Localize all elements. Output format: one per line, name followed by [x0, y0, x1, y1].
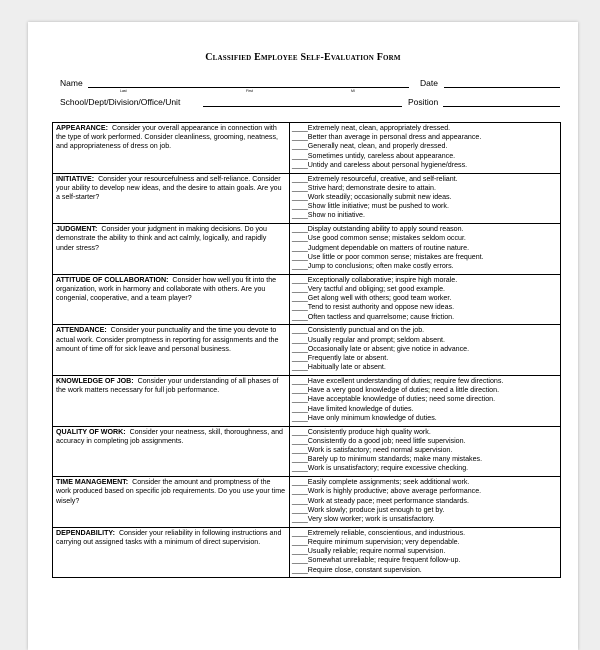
rating-options-cell: [290, 325, 561, 376]
rating-option[interactable]: ____Extremely neat, clean, appropriately dressed.: [292, 124, 451, 132]
rating-option[interactable]: ____Consistently produce high quality work.: [292, 427, 431, 436]
criterion-description: Consider your resourcefulness and self-reliance. Consider your ability to develop new ideas, and the desire to attain goals. Are you a self-starter?: [56, 174, 282, 201]
criterion-description-cell: [53, 527, 290, 578]
name-label: Name: [60, 78, 83, 88]
rating-option[interactable]: ____Display outstanding ability to apply sound reason.: [292, 225, 464, 234]
rating-option[interactable]: ____Work is highly productive; above average performance.: [292, 487, 482, 496]
criterion-description: Consider how well you fit into the organization, work in harmony and collaborate with others. Are you congenial, cooperative, and a team player?: [56, 275, 277, 303]
rating-option[interactable]: ____Tend to resist authority and oppose new ideas.: [292, 303, 455, 312]
rating-options-cell: [290, 173, 561, 224]
rating-option[interactable]: ____Require minimum supervision; very dependable.: [292, 537, 460, 546]
rating-option[interactable]: ____Very slow worker; work is unsatisfactory.: [292, 514, 435, 523]
rating-option[interactable]: ____Extremely resourceful, creative, and self-reliant.: [292, 174, 458, 183]
rating-option[interactable]: ____Have excellent understanding of duties; require few directions.: [292, 376, 504, 385]
rating-option[interactable]: ____Have acceptable knowledge of duties; need some direction.: [292, 395, 496, 404]
criterion-row: [53, 325, 561, 376]
criterion-description: Consider your overall appearance in connection with the type of work performed. Consider cleanliness, grooming, neatness, and appropriateness of dress on job.: [56, 124, 278, 151]
criterion-description-cell: [53, 477, 290, 528]
rating-option[interactable]: ____Work slowly; produce just enough to get by.: [292, 505, 445, 514]
rating-option[interactable]: ____Require close, constant supervision.: [292, 565, 422, 574]
criterion-row: [53, 274, 561, 325]
criterion-description-cell: [53, 325, 290, 376]
rating-option[interactable]: ____Consistently do a good job; need little supervision.: [292, 436, 466, 445]
rating-option[interactable]: ____Barely up to minimum standards; make many mistakes.: [292, 455, 483, 464]
criterion-row: [53, 224, 561, 275]
criterion-description-cell: [53, 426, 290, 477]
rating-options-cell: [290, 375, 561, 426]
name-field[interactable]: [88, 87, 409, 88]
rating-options-cell: [290, 274, 561, 325]
evaluation-table: [52, 122, 561, 578]
criterion-name: QUALITY OF WORK:: [56, 427, 126, 436]
rating-option[interactable]: ____Often tactless and quarrelsome; cause friction.: [292, 312, 455, 321]
rating-options-cell: [290, 123, 561, 174]
criterion-name: DEPENDABILITY:: [56, 528, 115, 537]
rating-option[interactable]: ____Exceptionally collaborative; inspire high morale.: [292, 275, 458, 284]
rating-option[interactable]: ____Have a very good knowledge of duties; need a little direction.: [292, 386, 500, 395]
rating-option[interactable]: ____Untidy and careless about personal hygiene/dress.: [292, 160, 468, 169]
rating-option[interactable]: ____Very tactful and obliging; set good example.: [292, 284, 446, 293]
rating-option[interactable]: ____Work is satisfactory; need normal supervision.: [292, 445, 453, 454]
criterion-name: TIME MANAGEMENT:: [56, 478, 129, 487]
rating-option[interactable]: ____Judgment dependable on matters of routine nature.: [292, 243, 470, 252]
form-title: Classified Employee Self-Evaluation Form: [205, 52, 401, 63]
rating-options-cell: [290, 527, 561, 578]
criterion-name: APPEARANCE:: [56, 124, 109, 132]
position-label: Position: [408, 97, 439, 107]
position-field[interactable]: [443, 106, 560, 107]
rating-option[interactable]: ____Occasionally late or absent; give notice in advance.: [292, 344, 470, 353]
rating-option[interactable]: ____Have only minimum knowledge of duties.: [292, 413, 437, 422]
rating-option[interactable]: ____Use little or poor common sense; mistakes are frequent.: [292, 252, 484, 261]
school-label: School/Dept/Division/Office/Unit: [60, 97, 181, 107]
rating-option[interactable]: ____Strive hard; demonstrate desire to attain.: [292, 183, 436, 192]
last-label: Last: [120, 89, 127, 93]
criterion-description: Consider your reliability in following instructions and carrying out assigned tasks with a minimum of direct supervision.: [56, 528, 282, 546]
rating-option[interactable]: ____Extremely reliable, conscientious, and industrious.: [292, 528, 466, 537]
rating-option[interactable]: ____Better than average in personal dress and appearance.: [292, 133, 482, 142]
criterion-row: [53, 426, 561, 477]
rating-options-cell: [290, 224, 561, 275]
form-page: [28, 22, 578, 650]
school-field[interactable]: [203, 106, 402, 107]
date-label: Date: [420, 78, 438, 88]
rating-option[interactable]: ____Usually reliable; require normal supervision.: [292, 547, 446, 556]
mi-label: MI: [351, 89, 355, 93]
criterion-name: INITIATIVE:: [56, 174, 95, 183]
criterion-description: Consider your understanding of all phases of the work matters necessary for full job performance.: [56, 376, 279, 395]
rating-option[interactable]: ____Work is unsatisfactory; require excessive checking.: [292, 464, 469, 473]
rating-option[interactable]: ____Usually regular and prompt; seldom absent.: [292, 335, 445, 344]
criterion-row: [53, 375, 561, 426]
rating-option[interactable]: ____Sometimes untidy, careless about appearance.: [292, 151, 456, 160]
first-label: First: [246, 89, 253, 93]
criterion-row: [53, 173, 561, 224]
criterion-description: Consider the amount and promptness of the work produced based on specific job requirements. Do you use your time wisely?: [56, 478, 286, 505]
criterion-row: [53, 123, 561, 174]
criterion-description: Consider your punctuality and the time you devote to actual work. Consider promptness in reporting for assignments and the amount of time off for sick leave and personal business.: [56, 326, 279, 353]
criterion-description-cell: [53, 224, 290, 275]
criterion-name: JUDGMENT:: [56, 225, 98, 234]
rating-option[interactable]: ____Somewhat unreliable; require frequent follow-up.: [292, 556, 461, 565]
rating-option[interactable]: ____Habitually late or absent.: [292, 363, 386, 372]
rating-option[interactable]: ____Work at steady pace; meet performance standards.: [292, 496, 469, 505]
criterion-description-cell: [53, 274, 290, 325]
rating-options-cell: [290, 426, 561, 477]
rating-option[interactable]: ____Show no initiative.: [292, 211, 365, 220]
rating-option[interactable]: ____Frequently late or absent.: [292, 353, 389, 362]
date-field[interactable]: [444, 87, 560, 88]
rating-option[interactable]: ____Work steadily; occasionally submit new ideas.: [292, 193, 452, 201]
rating-option[interactable]: ____Have limited knowledge of duties.: [292, 404, 414, 413]
criterion-description: Consider your neatness, skill, thoroughness, and accuracy in completing job assignments.: [56, 427, 283, 445]
rating-option[interactable]: ____Easily complete assignments; seek additional work.: [292, 478, 470, 487]
rating-option[interactable]: ____Get along well with others; good team worker.: [292, 294, 452, 303]
rating-option[interactable]: ____Show little initiative; must be pushed to work.: [292, 202, 449, 211]
criterion-description-cell: [53, 375, 290, 426]
criterion-description-cell: [53, 123, 290, 174]
criterion-name: ATTENDANCE:: [56, 326, 107, 335]
criterion-description: Consider your judgment in making decisions. Do you demonstrate the ability to think and act calmly, logically, and rapidly under stress?: [56, 225, 267, 252]
rating-option[interactable]: ____Generally neat, clean, and properly dressed.: [292, 142, 448, 151]
rating-option[interactable]: ____Consistently punctual and on the job.: [292, 326, 425, 335]
criterion-name: KNOWLEDGE OF JOB:: [56, 376, 134, 385]
rating-option[interactable]: ____Jump to conclusions; often make costly errors.: [292, 262, 454, 270]
rating-options-cell: [290, 477, 561, 528]
criterion-row: [53, 477, 561, 528]
criterion-row: [53, 527, 561, 578]
criterion-name: ATTITUDE OF COLLABORATION:: [56, 275, 169, 284]
rating-option[interactable]: ____Use good common sense; mistakes seldom occur.: [292, 234, 466, 243]
criterion-description-cell: [53, 173, 290, 224]
